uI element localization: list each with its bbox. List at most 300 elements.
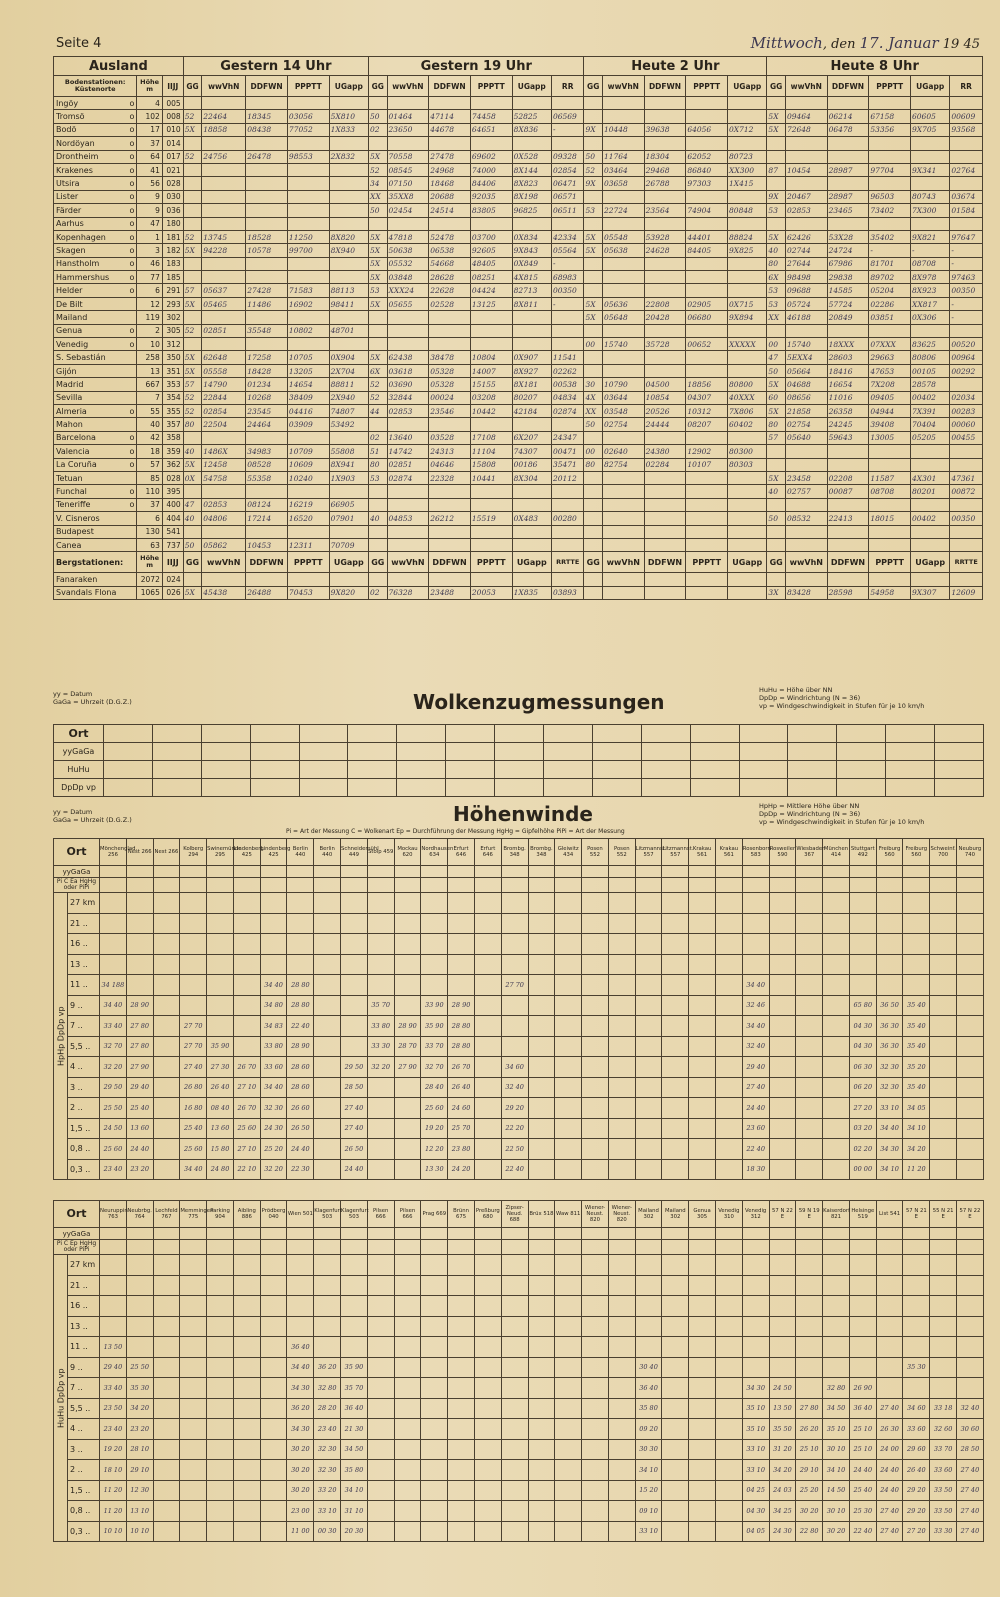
obs-cell: 5X [369,257,388,270]
obs-cell [429,324,471,337]
obs-cell: 0X834 [512,230,551,243]
obs-cell: 03208 [470,391,512,404]
wind-cell [394,1098,421,1119]
obs-cell: 53 [584,204,603,217]
obs-cell [287,431,329,444]
wind-cell [903,1255,930,1276]
obs-cell [183,204,202,217]
wind-cell [501,1316,528,1337]
obs-cell: 00520 [950,338,983,351]
obs-cell: XX [369,190,388,203]
wind-cell [233,934,260,955]
wolken-cell [446,779,495,797]
obs-cell: 00283 [950,404,983,417]
wind-cell [608,1439,635,1460]
obs-cell: 44401 [686,230,728,243]
station-label: Venedig [56,339,89,349]
yy-cell [341,866,368,878]
wind-cell: 24 50 [100,1118,127,1139]
obs-cell: 96825 [512,204,551,217]
wind-cell [555,1077,582,1098]
obs-cell: 12902 [686,445,728,458]
yy-cell [260,866,287,878]
wind-cell: 24 40 [126,1139,153,1160]
wind-cell: 65 80 [849,995,876,1016]
time-group-3: Heute 8 Uhr [767,57,983,76]
station-label: Funchal [56,487,87,497]
wind-cell: 28 80 [287,995,314,1016]
wind-cell [528,934,555,955]
wolken-cell [592,743,641,761]
altitude-label: 7 .. [68,1378,100,1399]
wind-cell [260,1337,287,1358]
wind-cell [528,913,555,934]
obs-cell: 8X820 [329,230,368,243]
obs-cell [686,498,728,511]
wind-cell [715,975,742,996]
station-col-header: Neuruppin 763 [100,1201,127,1228]
pi-cell [448,878,475,893]
wind-cell [608,1316,635,1337]
wind-cell: 33 70 [930,1439,957,1460]
wind-cell [233,995,260,1016]
station-height: 1 [137,230,162,243]
wind-cell [635,934,662,955]
obs-cell [202,163,246,176]
obs-cell: 26478 [246,150,288,163]
wind-cell [287,1255,314,1276]
wolken-cell [739,743,788,761]
wind-cell [180,913,207,934]
obs-cell: 22844 [202,391,246,404]
obs-cell [767,538,786,551]
obs-cell: 8X836 [512,123,551,136]
wind-cell: 19 20 [421,1118,448,1139]
wind-cell [715,1139,742,1160]
obs-cell: 67986 [827,257,869,270]
wind-cell [662,1255,689,1276]
obs-cell: 02208 [827,471,869,484]
obs-cell [950,137,983,150]
wind-cell [930,1275,957,1296]
obs-cell [470,538,512,551]
wind-cell [582,975,609,996]
wind-cell [501,1501,528,1522]
wind-cell [689,1296,716,1317]
yy-cell [689,866,716,878]
wind-cell [689,913,716,934]
sub-col-header: GG [767,76,786,97]
wind-cell [394,1275,421,1296]
station-col-header: Mailand 302 [635,1201,662,1228]
wind-cell [582,1316,609,1337]
wind-cell: 27 40 [876,1521,903,1542]
wind-cell: 36 30 [876,1016,903,1037]
wolken-cell [641,725,690,743]
wind-cell: 34 60 [501,1057,528,1078]
station-height: 46 [137,257,162,270]
obs-cell: 07150 [387,177,429,190]
wind-cell [367,934,394,955]
legend-line: GaGa = Uhrzeit (D.G.Z.) [53,698,132,706]
obs-cell [429,217,471,230]
wind-cell: 29 10 [796,1460,823,1481]
wind-cell [555,913,582,934]
obs-cell [512,97,551,110]
legend-line: DpDp = Windrichtung (N = 36) [759,694,861,702]
yy-cell [207,866,234,878]
obs-cell: 5X [369,297,388,310]
wind-cell [957,1036,984,1057]
yy-cell [769,1228,796,1240]
wolken-cell [495,779,544,797]
year: 19 45 [942,37,980,52]
obs-cell: 03548 [602,404,644,417]
pi-cell [582,1240,609,1255]
station-label: Mahon [56,420,83,430]
obs-cell: 48701 [329,324,368,337]
station-label: Barcelona [56,433,96,443]
obs-cell: 22464 [202,110,246,123]
station-label: Mailand [56,312,88,322]
obs-cell: 06511 [551,204,584,217]
wind-cell [448,1521,475,1542]
obs-cell [728,351,767,364]
obs-cell: 22504 [202,418,246,431]
station-name [54,351,137,364]
wind-cell: 32 70 [100,1036,127,1057]
wind-cell: 35 80 [635,1398,662,1419]
wind-cell [394,1439,421,1460]
wind-cell [582,995,609,1016]
wind-cell [582,1398,609,1419]
obs-cell: 14790 [202,378,246,391]
sub-col-header: UGapp [329,552,368,573]
obs-cell [644,284,686,297]
wind-cell: 15 80 [207,1139,234,1160]
station-col-header: Swinemünde 295 [207,839,234,866]
obs-cell [827,525,869,538]
wind-cell [233,1378,260,1399]
wolken-cell [104,779,153,797]
obs-cell [686,137,728,150]
station-name [54,471,137,484]
wind-cell [608,1357,635,1378]
obs-cell [429,338,471,351]
wind-cell [421,1357,448,1378]
station-name [54,391,137,404]
obs-cell: 9X894 [728,311,767,324]
station-height: 667 [137,378,162,391]
obs-cell: 71583 [287,284,329,297]
wind-cell [823,934,850,955]
wind-cell [153,1501,180,1522]
pi-cell [153,878,180,893]
obs-cell: 5X [767,230,786,243]
wind-cell [421,1255,448,1276]
obs-cell: 52 [584,163,603,176]
wind-cell: 25 30 [849,1501,876,1522]
wind-cell [555,1098,582,1119]
wind-cell: 30 20 [823,1521,850,1542]
berg-header: Bergstationen: [54,552,137,573]
obs-cell: 02640 [602,445,644,458]
wolken-cell [201,743,250,761]
wind-cell: 33 20 [314,1480,341,1501]
date-value: 17. Januar [859,34,939,52]
obs-cell [429,538,471,551]
wind-cell: 30 20 [287,1480,314,1501]
obs-cell [551,311,584,324]
hw-legend-right [759,802,924,826]
wind-cell [608,975,635,996]
pi-cell [555,1240,582,1255]
wind-cell: 02 20 [849,1139,876,1160]
sub-col-header: DDFWN [827,552,869,573]
station-col-header: Wiener-Neust. 820 [582,1201,609,1228]
obs-cell: 24628 [644,244,686,257]
wind-cell [474,1159,501,1180]
obs-cell: 05664 [785,364,827,377]
wind-cell [849,893,876,914]
wind-cell [769,913,796,934]
wind-cell [180,1460,207,1481]
rr-col-header: RR [950,76,983,97]
obs-cell: 60 [767,391,786,404]
obs-cell [728,190,767,203]
pi-cell [528,1240,555,1255]
wind-cell [367,1480,394,1501]
station-name [54,190,137,203]
wind-cell [474,975,501,996]
wind-cell: 29 60 [903,1439,930,1460]
wind-cell [608,954,635,975]
wind-cell [796,1337,823,1358]
station-name [54,110,137,123]
yy-cell [501,1228,528,1240]
obs-cell [644,512,686,525]
wind-cell [394,995,421,1016]
yy-cell [903,866,930,878]
obs-cell [644,190,686,203]
obs-cell: 22328 [429,471,471,484]
obs-cell: 02744 [785,244,827,257]
wind-cell [555,1159,582,1180]
wind-cell: 33 40 [100,1016,127,1037]
wind-cell [742,1275,769,1296]
wind-cell [180,954,207,975]
wind-cell [367,1296,394,1317]
wind-cell [260,1501,287,1522]
station-col-header: Rosweiler 590 [769,839,796,866]
wind-cell: 34 10 [876,1159,903,1180]
obs-cell [785,324,827,337]
wind-cell: 34 40 [100,995,127,1016]
pi-cell [233,878,260,893]
wind-cell: 31 10 [341,1501,368,1522]
station-height: 4 [137,97,162,110]
station-height: 77 [137,271,162,284]
wind-cell [662,1057,689,1078]
obs-cell [429,137,471,150]
wind-cell [126,893,153,914]
wind-cell [582,1077,609,1098]
altitude-row [54,1521,984,1542]
station-row [54,97,983,110]
wind-cell [796,1296,823,1317]
yy-cell [528,866,555,878]
wind-cell [474,1460,501,1481]
wind-cell [742,934,769,955]
obs-cell: 08708 [869,485,911,498]
wind-cell [180,995,207,1016]
obs-cell: 80300 [728,445,767,458]
wind-cell: 26 40 [903,1460,930,1481]
sub-col-header: wwVhN [202,552,246,573]
coast-marker: o [129,460,135,470]
obs-cell: 98498 [785,271,827,284]
wind-cell [715,1275,742,1296]
obs-cell: 06571 [551,190,584,203]
station-label: Tetuan [56,473,83,483]
wind-cell: 35 10 [742,1419,769,1440]
wind-cell: 35 90 [341,1357,368,1378]
obs-cell [911,498,950,511]
wind-cell [394,975,421,996]
station-col-header: Berlin 440 [314,839,341,866]
obs-cell: 00471 [551,445,584,458]
obs-cell [246,525,288,538]
wind-cell [528,954,555,975]
altitude-label: 1,5 .. [68,1118,100,1139]
wind-cell [207,1419,234,1440]
wind-cell [957,1378,984,1399]
obs-cell [246,338,288,351]
wind-cell [207,1275,234,1296]
obs-cell [602,586,644,599]
wind-cell [448,975,475,996]
station-row [54,525,983,538]
altitude-label: 21 .. [68,1275,100,1296]
wind-cell [662,1501,689,1522]
obs-cell [369,525,388,538]
wind-cell: 23 80 [448,1139,475,1160]
wind-cell: 19 20 [100,1439,127,1460]
obs-cell [246,311,288,324]
wind-cell [662,1139,689,1160]
wind-cell [501,954,528,975]
wind-cell [287,913,314,934]
obs-cell [950,150,983,163]
wind-cell: 28 90 [287,1036,314,1057]
wind-cell [689,1316,716,1337]
wind-cell [421,1337,448,1358]
yy-cell [314,1228,341,1240]
obs-cell: 02874 [387,471,429,484]
obs-cell: 10802 [287,324,329,337]
obs-cell: 02 [369,431,388,444]
wind-cell: 27 30 [207,1057,234,1078]
wind-cell [582,1036,609,1057]
obs-cell: 03644 [602,391,644,404]
wind-cell [153,1118,180,1139]
obs-cell: 06214 [827,110,869,123]
obs-cell [287,204,329,217]
obs-cell [728,137,767,150]
obs-cell: XXX24 [387,284,429,297]
wind-cell [796,1118,823,1139]
obs-cell [869,97,911,110]
wind-cell [957,1118,984,1139]
wind-cell [180,1419,207,1440]
wind-cell [341,913,368,934]
wind-cell [448,1439,475,1460]
sub-col-header: UGapp [512,76,551,97]
coast-marker: o [129,192,135,202]
wind-cell [180,1316,207,1337]
obs-cell [827,458,869,471]
wind-cell: 25 70 [448,1118,475,1139]
altitude-label: 9 .. [68,995,100,1016]
sub-col-header: GG [369,552,388,573]
wind-cell [930,1098,957,1119]
pi-cell [689,878,716,893]
wind-cell [314,1316,341,1337]
station-col-header: Pilsen 666 [394,1201,421,1228]
station-col-header: Mockau 620 [394,839,421,866]
obs-cell [869,177,911,190]
obs-cell [287,271,329,284]
wind-cell [582,1460,609,1481]
obs-cell: 54758 [202,471,246,484]
wind-cell: 27 40 [957,1521,984,1542]
obs-cell [246,137,288,150]
obs-cell: 55808 [329,445,368,458]
obs-cell: 5X [183,458,202,471]
obs-cell [329,271,368,284]
altitude-label: 21 .. [68,913,100,934]
wind-cell [769,1316,796,1337]
obs-cell: 11250 [287,230,329,243]
pi-cell [555,878,582,893]
station-row [54,324,983,337]
station-row [54,431,983,444]
wolken-row-label: Ort [54,725,104,743]
station-col-header: Mailand 302 [662,1201,689,1228]
hw-legend-mid: Pi = Art der Messung C = Wolkenart Ep = Durchführung der Messung HgHg = Gipfelhöhe PiPi = Art der Messung [286,828,625,835]
obs-cell: 1X835 [512,586,551,599]
obs-cell [387,338,429,351]
altitude-row [54,1316,984,1337]
sub-col-header: DDFWN [644,552,686,573]
obs-cell [644,586,686,599]
obs-cell: 5X [369,150,388,163]
obs-cell: 8X144 [512,163,551,176]
obs-cell: 03618 [387,364,429,377]
station-id: 302 [162,311,183,324]
wind-cell [662,1118,689,1139]
hw-legend-left [53,808,132,824]
obs-cell [584,512,603,525]
obs-cell [470,338,512,351]
station-col-header: Freiburg 560 [876,839,903,866]
wind-cell [287,954,314,975]
obs-cell: 02853 [785,204,827,217]
wind-cell [421,1398,448,1419]
obs-cell: 08251 [470,271,512,284]
obs-cell [584,97,603,110]
station-row [54,311,983,324]
